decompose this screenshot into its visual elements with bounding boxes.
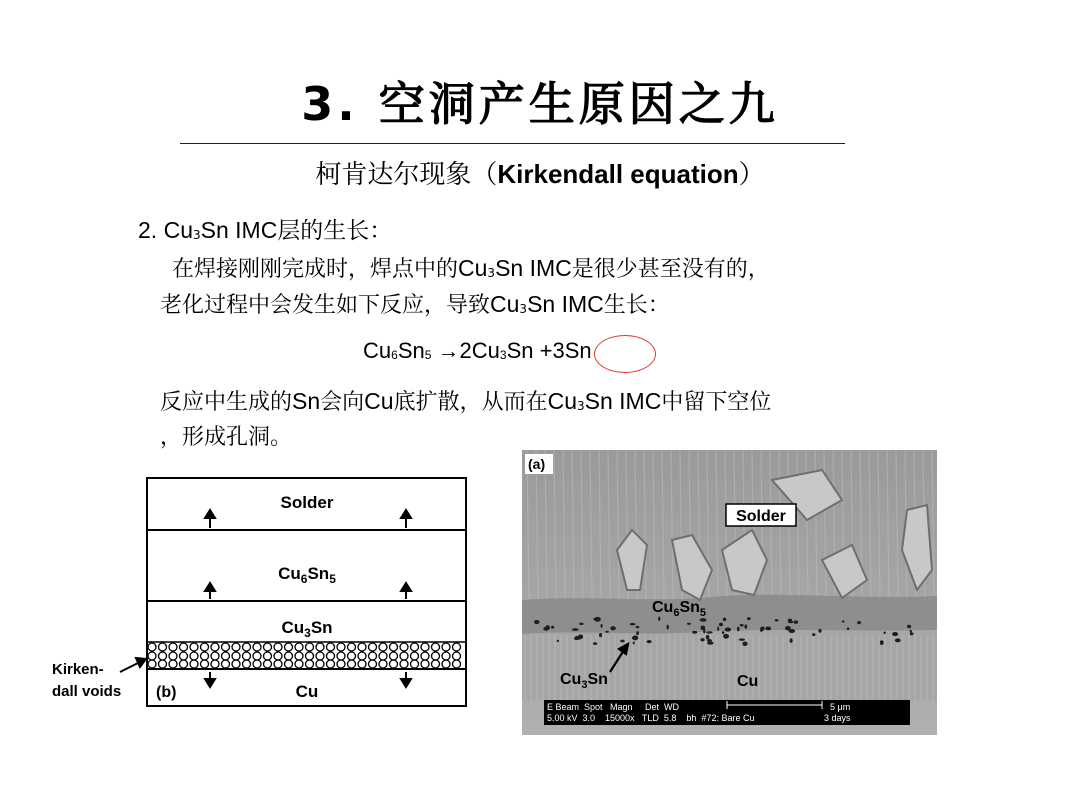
void-dot [775,619,779,621]
label-voids-1: Kirken- [52,661,104,678]
void-dot [723,618,726,621]
sem-info-line-1: E Beam Spot Magn Det WD [547,702,680,712]
void-dot [907,625,911,628]
void-dot [706,631,713,633]
void-dot [706,635,710,640]
void-dot [707,642,713,645]
void-dot [739,638,745,640]
reaction-equation: $Cu_6Sn_5 \to 2Cu_3Sn +3Sn$ [363,338,592,363]
void-dot [605,631,609,633]
layer-diagram [52,472,482,722]
paragraph-line-2: 老化过程中会发生如下反应，导致$Cu_3Sn$ IMC生长： [160,291,670,318]
sem-scale: 5 μm [830,702,851,712]
void-dot [880,640,884,645]
void-dot [534,620,540,624]
void-dot [818,629,821,633]
void-dot [593,642,597,645]
void-dot [740,624,744,627]
void-dot [636,631,639,635]
label-solder: Solder [280,493,334,512]
void-dot [788,621,793,624]
label-voids-2: dall voids [52,683,122,700]
void-dot [557,640,559,642]
void-dot [847,627,849,630]
void-dot [857,621,861,624]
void-dot [579,623,583,625]
void-dot [700,625,705,630]
void-dot [895,638,901,642]
void-dot [600,624,602,628]
void-dot [687,623,691,625]
void-dot [722,631,725,634]
void-dot [546,625,550,630]
diagram-frame [147,478,466,706]
void-dot [785,626,791,630]
highlight-circle [594,335,656,373]
void-dot [842,621,845,623]
sem-days: 3 days [824,713,851,723]
slide-subtitle: 柯肯达尔现象（Kirkendall equation） [315,159,765,190]
void-dot [647,640,652,643]
label-cu: Cu [295,682,319,701]
void-dot [760,627,762,632]
void-dot [742,641,747,645]
void-dot [723,634,729,639]
sem-tag: (a) [528,456,546,472]
void-dot [725,627,731,631]
void-dot [599,633,602,637]
paragraph-line-4: ，形成孔洞。 [160,425,293,450]
void-dot [610,626,615,630]
void-dot [551,626,554,629]
sem-label-cu3sn: $Cu_3Sn$ [560,671,608,691]
sem-label-cu: Cu [737,673,759,690]
void-dot [692,631,697,634]
void-dot [883,632,885,634]
void-dot [790,638,793,642]
void-dot [578,634,583,639]
void-dot [632,635,638,640]
sem-label-solder: Solder [736,508,786,525]
void-dot [620,640,624,643]
void-dot [700,638,704,641]
void-dot [633,641,635,644]
sem-label-cu6sn5: $Cu_6Sn_5$ [652,599,707,619]
slide-title: 3. 空洞产生原因之九 [301,77,779,131]
void-dot [666,625,668,630]
void-dot [744,624,747,628]
void-dot [593,618,595,620]
void-dot [747,617,751,620]
void-dot [717,627,719,631]
void-dot [892,632,898,636]
paragraph-line-1: 在焊接刚刚完成时，焊点中的$Cu_3Sn$ IMC是很少甚至没有的， [172,255,770,282]
sem-info-line-2: 5.00 kV 3.0 15000x TLD 5.8 bh #72: Bare Cu [547,713,755,723]
void-dot [658,617,660,621]
label-cu6sn5: $Cu_6Sn_5$ [278,564,336,586]
label-cu3sn: $Cu_3Sn$ [281,618,333,640]
void-dot [572,628,579,631]
void-dot [765,626,771,630]
void-dot [910,632,914,635]
void-dot [719,623,723,627]
void-dot [812,633,815,636]
void-dot [793,620,798,623]
void-dot [737,627,740,632]
paragraph-line-3: 反应中生成的Sn会向Cu底扩散，从而在$Cu_3Sn$ IMC中留下空位 [160,388,772,415]
void-dot [636,626,640,628]
diagram-tag: (b) [156,684,177,701]
void-dot [630,623,636,625]
section-heading: 2. $Cu_3Sn$ IMC层的生长： [138,217,393,243]
sem-micrograph [522,450,937,735]
title-rule [180,143,845,144]
